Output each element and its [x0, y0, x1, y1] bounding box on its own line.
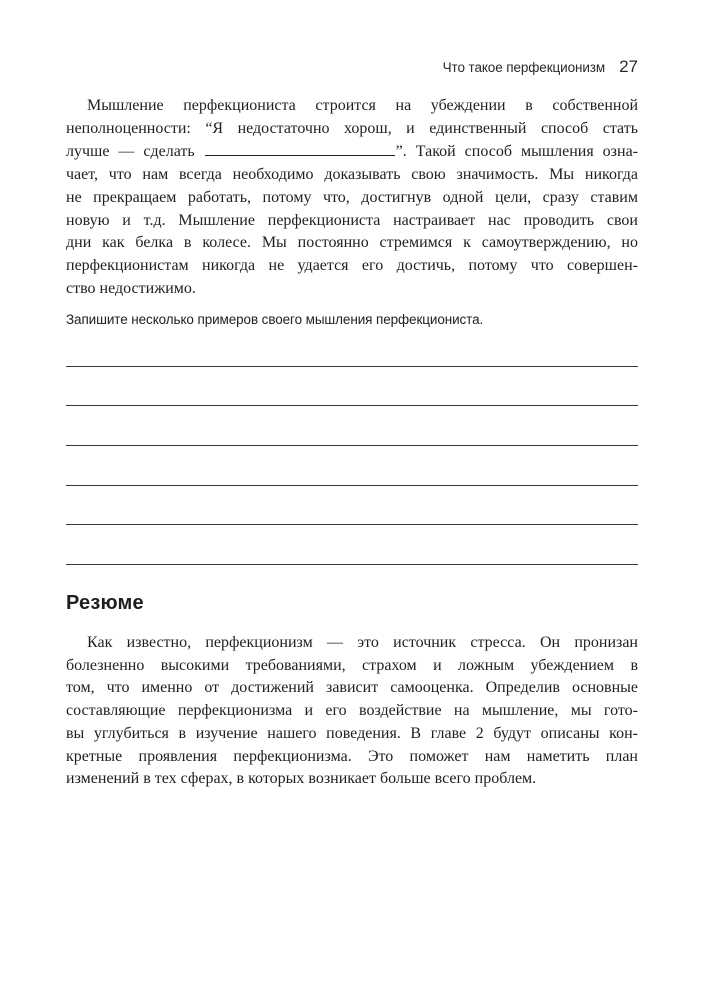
- answer-line[interactable]: [66, 366, 638, 367]
- answer-line[interactable]: [66, 564, 638, 565]
- running-header: [66, 57, 638, 77]
- paragraph-line: составляющие перфекционизма и его воздействие на мышление, мы гото-: [66, 702, 638, 720]
- paragraph-line: не прекращаем работать, потому что, достигнув одной цели, сразу ставим: [66, 188, 638, 206]
- answer-line[interactable]: [66, 524, 638, 525]
- paragraph-line: неполноценности: “Я недостаточно хорош, и единственный способ стать: [66, 119, 638, 137]
- paragraph-line: ство недостижимо.: [66, 279, 196, 297]
- paragraph-line: новую и т.д. Мышление перфекциониста настраивает нас проводить свои: [66, 211, 638, 229]
- paragraph-fragment: лучше — сделать: [66, 143, 195, 161]
- paragraph-line: изменений в тех сферах, в которых возникает больше всего проблем.: [66, 770, 537, 788]
- page-number: 27: [619, 57, 638, 76]
- paragraph-line: дни как белка в колесе. Мы постоянно стремимся к самоутверждению, но: [66, 234, 638, 252]
- section-heading: Резюме: [66, 592, 144, 614]
- exercise-instruction: Запишите несколько примеров своего мышления перфекциониста.: [66, 312, 484, 327]
- paragraph-line-with-blank: [66, 140, 638, 164]
- paragraph-line: Мышление перфекциониста строится на убеждении в собственной: [87, 97, 638, 114]
- chapter-title: Что такое перфекционизм: [442, 60, 606, 75]
- answer-line[interactable]: [66, 445, 638, 446]
- intro-paragraph: [66, 95, 638, 300]
- fill-in-blank[interactable]: [205, 140, 395, 156]
- paragraph-fragment: ”. Такой способ мышления озна-: [395, 143, 638, 161]
- summary-paragraph: [66, 632, 638, 791]
- answer-line[interactable]: [66, 405, 638, 406]
- paragraph-line: чает, что нам всегда необходимо доказывать свою значимость. Мы никогда: [66, 166, 638, 184]
- paragraph-line: болезненно высокими требованиями, страхом и ложным убеждением в: [66, 656, 638, 674]
- answer-line[interactable]: [66, 485, 638, 486]
- paragraph-line: Как известно, перфекционизм — это источник стресса. Он пронизан: [87, 634, 638, 651]
- paragraph-line: вы углубиться в изучение нашего поведения. В главе 2 будут описаны кон-: [66, 724, 638, 742]
- paragraph-line: кретные проявления перфекционизма. Это поможет нам наметить план: [66, 747, 638, 765]
- paragraph-line: перфекционистам никогда не удается его достичь, потому что совершен-: [66, 256, 638, 274]
- paragraph-line: том, что именно от достижений зависит самооценка. Определив основные: [66, 679, 638, 697]
